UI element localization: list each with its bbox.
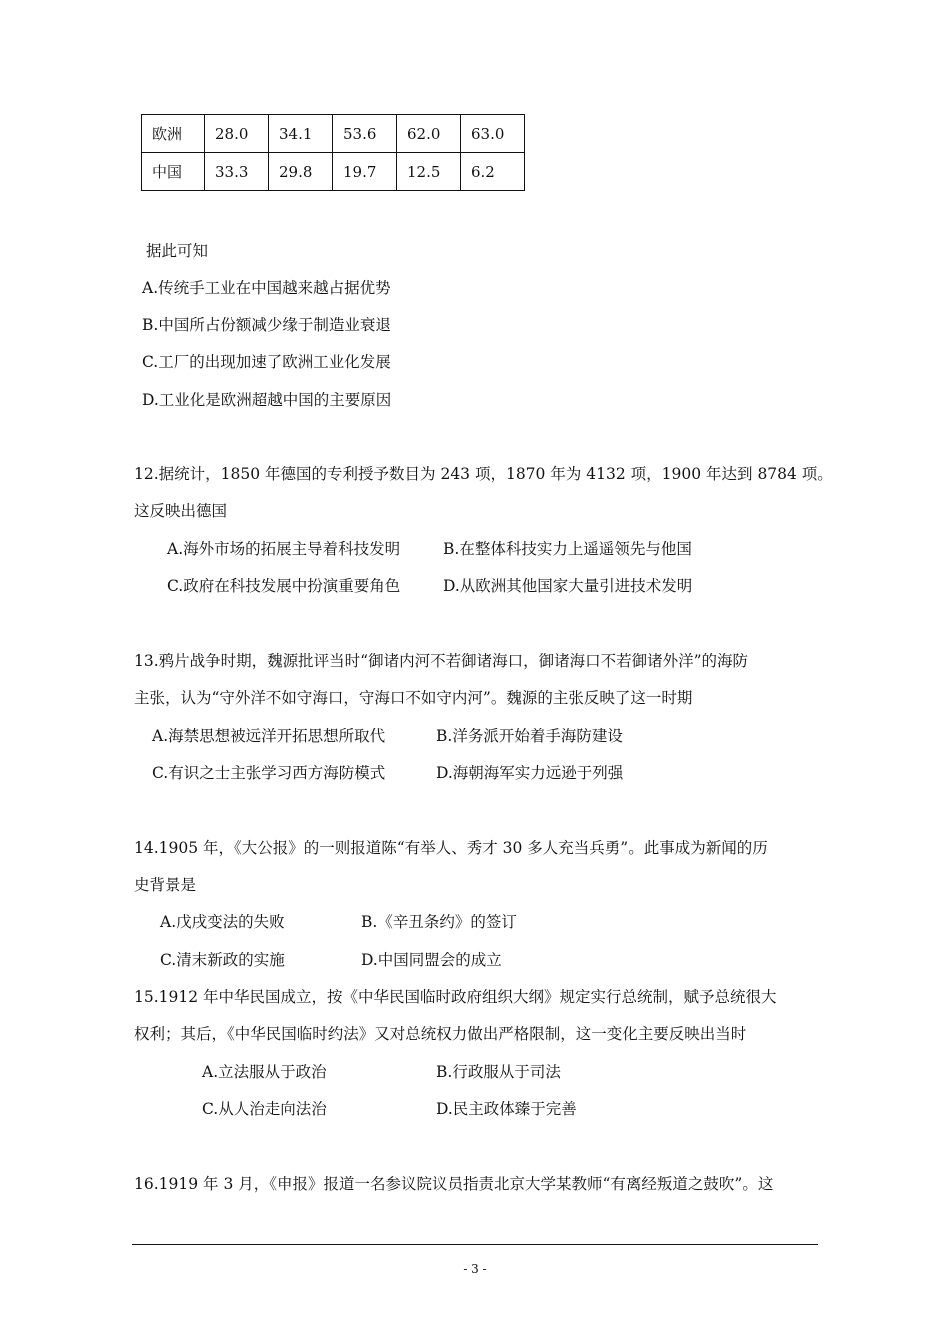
q12-option-b: B.在整体科技实力上遥遥领先与他国 — [443, 540, 692, 558]
q13-option-d: D.海朝海军实力远逊于列强 — [436, 764, 624, 782]
page-number: - 3 - — [463, 1262, 487, 1276]
share-data-table — [141, 114, 525, 191]
q11-option-b: B.中国所占份额减少缘于制造业衰退 — [142, 316, 391, 334]
q15-option-c: C.从人治走向法治 — [202, 1100, 327, 1118]
table-cell: 19.7 — [333, 153, 397, 191]
table-cell: 33.3 — [205, 153, 269, 191]
table-cell: 34.1 — [269, 115, 333, 153]
q12-option-a: A.海外市场的拓展主导着科技发明 — [167, 540, 401, 558]
table-row — [142, 115, 525, 153]
q12-option-c: C.政府在科技发展中扮演重要角色 — [167, 577, 401, 595]
table-cell: 28.0 — [205, 115, 269, 153]
q14-stem-line1: 14.1905 年，《大公报》的一则报道陈“有举人、秀才 30 多人充当兵勇”。此事成为新闻的历 — [134, 839, 768, 857]
q11-stem: 据此可知 — [146, 242, 209, 260]
q12-stem-line1: 12.据统计，1850 年德国的专利授予数目为 243 项，1870 年为 4132 项，1900 年达到 8784 项。 — [134, 465, 833, 483]
q11-option-d: D.工业化是欧洲超越中国的主要原因 — [142, 391, 392, 409]
table-cell: 6.2 — [461, 153, 525, 191]
table-cell: 62.0 — [397, 115, 461, 153]
q12-stem-line2: 这反映出德国 — [134, 502, 228, 520]
q14-option-d: D.中国同盟会的成立 — [361, 951, 502, 969]
q14-option-c: C.清末新政的实施 — [160, 951, 285, 969]
table-cell: 53.6 — [333, 115, 397, 153]
q15-option-b: B.行政服从于司法 — [436, 1063, 561, 1081]
q13-option-a: A.海禁思想被远洋开拓思想所取代 — [152, 727, 386, 745]
q13-stem-line1: 13.鸦片战争时期，魏源批评当时“御诸内河不若御诸海口，御诸海口不若御诸外洋”的海防 — [134, 652, 749, 670]
q15-stem-line2: 权利；其后，《中华民国临时约法》又对总统权力做出严格限制，这一变化主要反映出当时 — [134, 1025, 747, 1043]
table-row — [142, 153, 525, 191]
q14-option-a: A.戊戌变法的失败 — [160, 913, 285, 931]
q12-option-d: D.从欧洲其他国家大量引进技术发明 — [443, 577, 693, 595]
q15-stem-line1: 15.1912 年中华民国成立，按《中华民国临时政府组织大纲》规定实行总统制，赋予总统很大 — [134, 988, 777, 1006]
q16-stem-line1: 16.1919 年 3 月，《申报》报道一名参议院议员指责北京大学某教师“有离经叛道之鼓吹”。这 — [134, 1175, 774, 1193]
row-label: 欧洲 — [142, 115, 205, 153]
table-cell: 12.5 — [397, 153, 461, 191]
footer-divider — [132, 1244, 818, 1245]
q14-option-b: B.《辛丑条约》的签订 — [361, 913, 517, 931]
q15-option-a: A.立法服从于政治 — [202, 1063, 327, 1081]
table-cell: 63.0 — [461, 115, 525, 153]
q11-option-c: C.工厂的出现加速了欧洲工业化发展 — [142, 353, 391, 371]
q13-option-c: C.有识之士主张学习西方海防模式 — [152, 764, 386, 782]
q13-stem-line2: 主张，认为“守外洋不如守海口，守海口不如守内河”。魏源的主张反映了这一时期 — [134, 689, 693, 707]
table-cell: 29.8 — [269, 153, 333, 191]
q15-option-d: D.民主政体臻于完善 — [436, 1100, 577, 1118]
row-label: 中国 — [142, 153, 205, 191]
q11-option-a: A.传统手工业在中国越来越占据优势 — [142, 279, 391, 297]
q13-option-b: B.洋务派开始着手海防建设 — [436, 727, 623, 745]
q14-stem-line2: 史背景是 — [134, 876, 197, 894]
